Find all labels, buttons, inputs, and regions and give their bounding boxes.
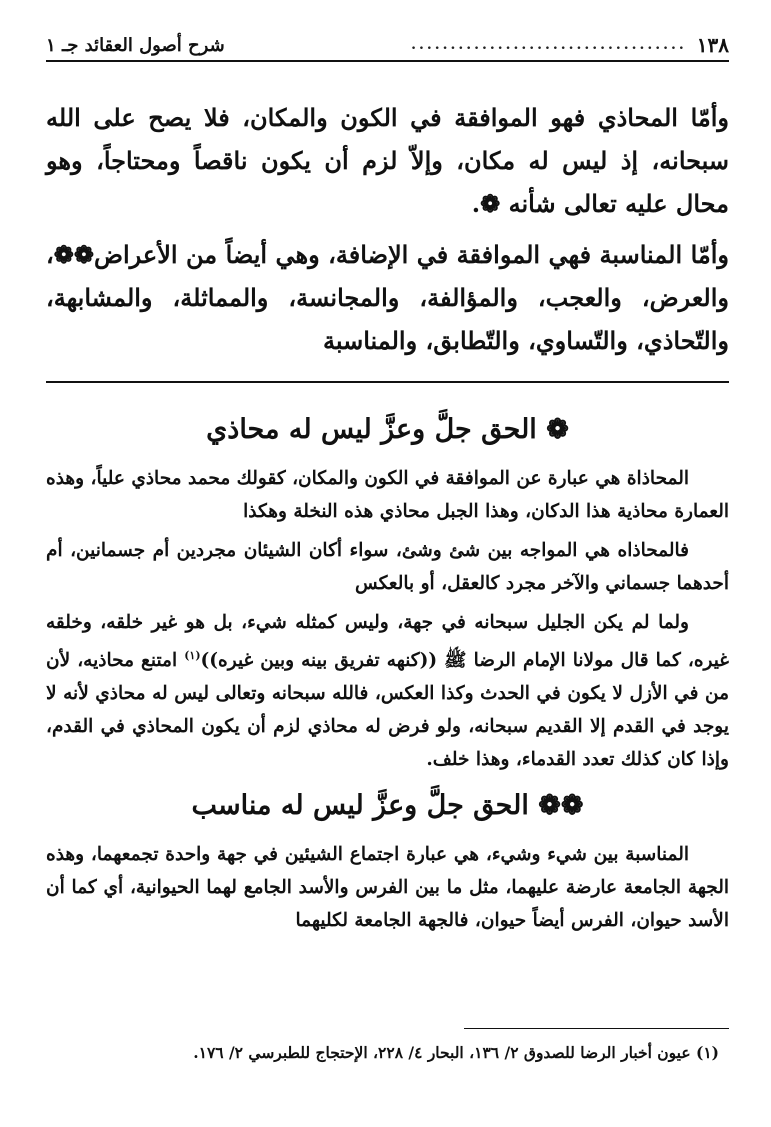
commentary-paragraph-2: فالمحاذاه هي المواجه بين شئ وشئ، سواء أكان الشيئان مجردين أم جسمانين، أم أحدهما جسماني والآخر مجرد كالعقل، أو بالعكس bbox=[46, 540, 729, 594]
main-paragraph-2: وأمّا المناسبة فهي الموافقة في الإضافة، وهي أيضاً من الأعراض❁❁، والعرض، والعجب، والمؤالفة، والمجانسة، والمماثلة، والمشابهة، والتّحاذي، والتّساوي، والتّطابق، والمناسبة bbox=[46, 240, 729, 355]
section-heading-1: ❁ الحق جلَّ وعزَّ ليس له محاذي bbox=[206, 414, 569, 445]
footnote: (١) عيون أخبار الرضا للصدوق ٢/ ١٣٦، البحار ٤/ ٢٢٨، الإحتجاج للطبرسي ٢/ ١٧٦. bbox=[193, 1043, 719, 1062]
commentary-section bbox=[46, 400, 729, 943]
main-text bbox=[46, 96, 729, 370]
header-dots: ................................... bbox=[411, 37, 687, 53]
book-title: شرح أصول العقائد جـ ١ bbox=[46, 34, 225, 56]
main-paragraph-1: وأمّا المحاذي فهو الموافقة في الكون والمكان، فلا يصح على الله سبحانه، إذ ليس له مكان، وإلاّ لزم أن يكون ناقصاً ومحتاجاً، وهو محال عليه تعالى شأنه ❁. bbox=[46, 103, 729, 218]
commentary-paragraph-1: المحاذاة هي عبارة عن الموافقة في الكون والمكان، كقولك محمد محاذي علياً، وهذه العمارة محاذية هذا الدكان، وهذا الجبل محاذي هذه النخلة وهكذا bbox=[46, 468, 729, 522]
section-heading-2: ❁❁ الحق جلَّ وعزَّ ليس له مناسب bbox=[191, 790, 584, 822]
footnote-ref[interactable]: (١) bbox=[184, 649, 201, 662]
commentary-paragraph-3 bbox=[46, 606, 729, 776]
commentary-paragraph-3-start: ولما لم يكن الجليل سبحانه في جهة، وليس كمثله شيء، بل هو غير خلقه، وخلقه غيره، كما قال مولانا الإمام الرضا ﷺ ((كنهه تفريق بينه وبين غيره)) bbox=[46, 612, 729, 672]
commentary-paragraph-4: المناسبة بين شيء وشيء، هي عبارة اجتماع الشيئين في جهة واحدة تجمعهما، وهذه الجهة الجامعة عارضة عليهما، مثل ما بين الفرس والأسد الجامع لهما الحيوانية، أي كما أن الأسد حيوان، الفرس أيضاً حيوان، فالجهة الجامعة لكليهما bbox=[46, 844, 729, 932]
running-header bbox=[46, 30, 729, 62]
text-divider bbox=[46, 381, 729, 383]
commentary-paragraph-3-end: امتنع محاذيه، لأن من في الأزل لا يكون في الحدث وكذا العكس، فالله سبحانه وتعالى ليس له محاذي لأنه لا يوجد في القدم إلا القديم سبحانه، ولو فرض له محاذي لزم أن يكون المحاذي في القدم، وإذا كان كذلك تعدد القدماء، وهذا خلف. bbox=[46, 650, 729, 771]
footnote-divider bbox=[464, 1028, 729, 1029]
page-number: ١٣٨ bbox=[696, 33, 729, 57]
